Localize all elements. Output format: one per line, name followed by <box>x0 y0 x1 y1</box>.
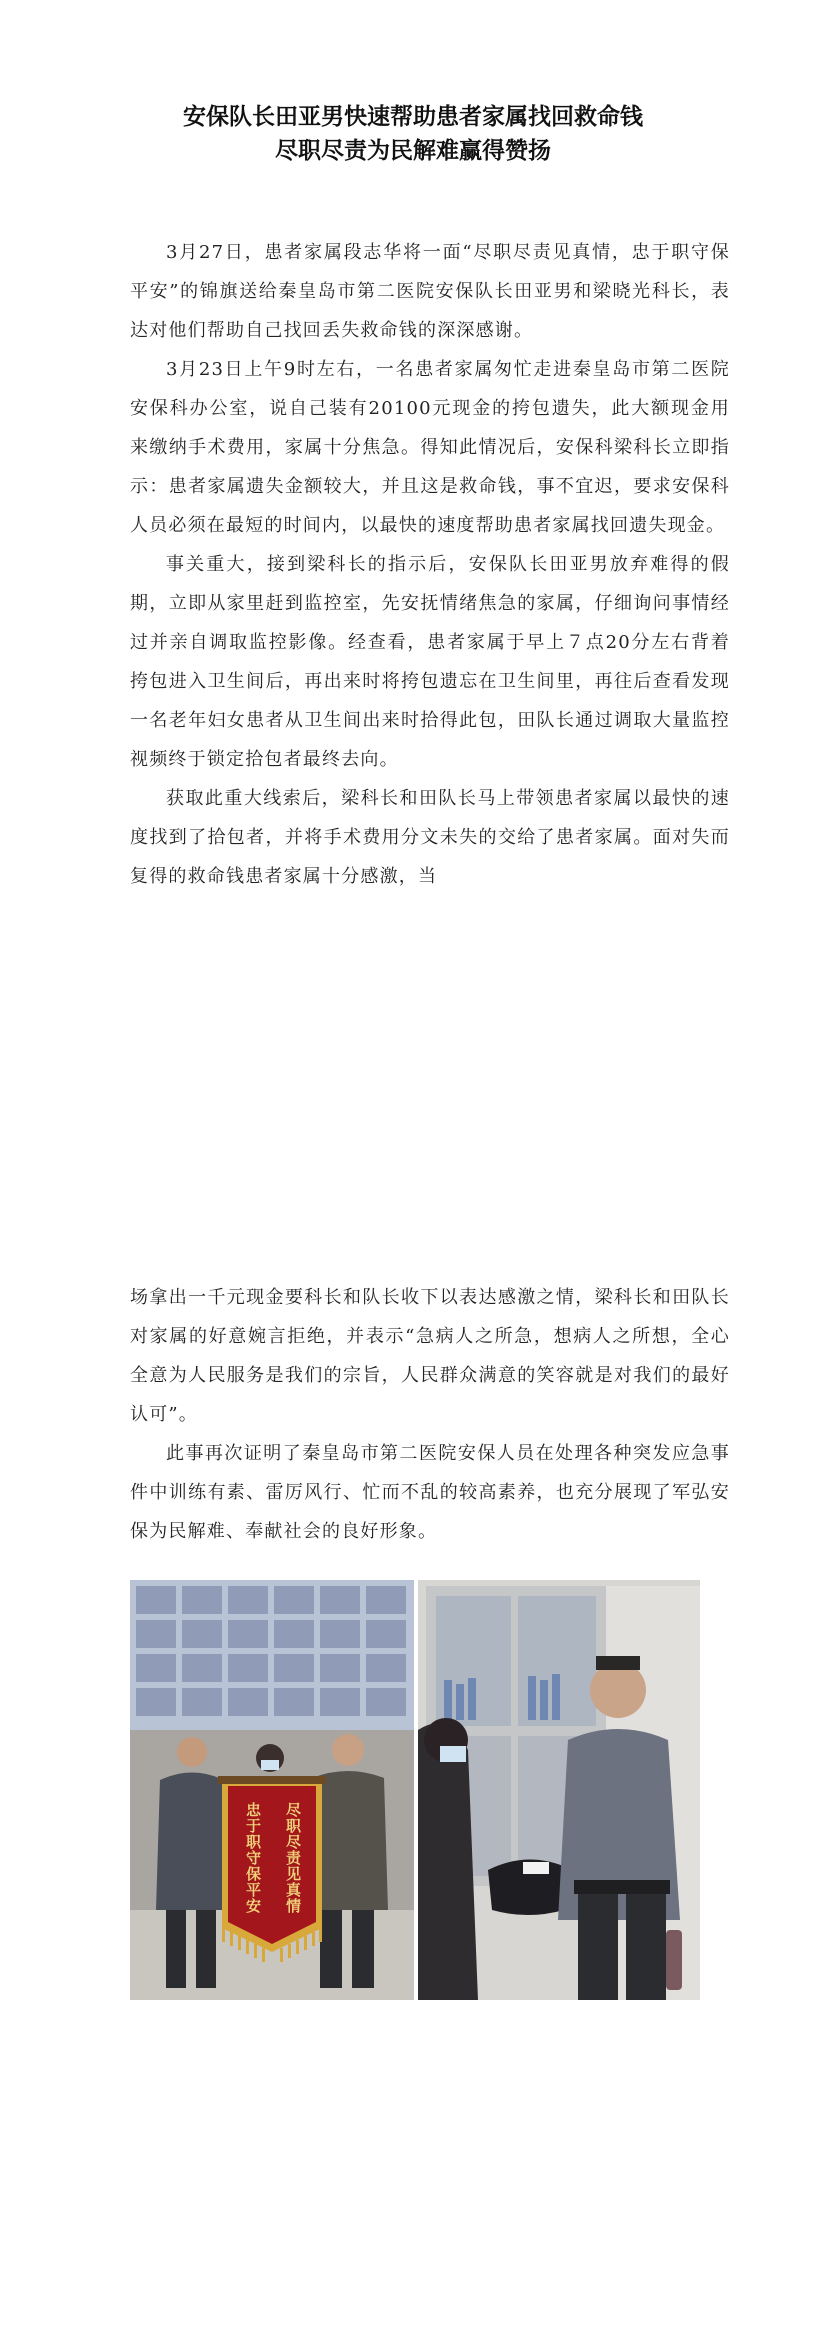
cash-return-photo <box>418 1580 700 2000</box>
banner-right-column: 尽职尽责见真情 <box>284 1802 302 1914</box>
paragraph-1: 3月27日，患者家属段志华将一面“尽职尽责见真情，忠于职守保平安”的锦旗送给秦皇岛市第二医院安保队长田亚男和梁晓光科长，表达对他们帮助自己找回丢失救命钱的深深感谢。 <box>130 242 730 341</box>
banner-presentation-photo <box>130 1580 414 2000</box>
paragraph-3: 事关重大，接到梁科长的指示后，安保队长田亚男放弃难得的假期，立即从家里赶到监控室，先安抚情绪焦急的家属，仔细询问事情经过并亲自调取监控影像。经查看，患者家属于早上７点20分左右背着挎包进入卫生间后，再出来时将挎包遗忘在卫生间里，再往后查看发现一名老年妇女患者从卫生间出来时拾得此包，田队长通过调取大量监控视频终于锁定拾包者最终去向。 <box>130 554 730 770</box>
article-body-bottom <box>130 1278 730 1551</box>
paragraph-2: 3月23日上午9时左右，一名患者家属匆忙走进秦皇岛市第二医院安保科办公室，说自己装有20100元现金的挎包遗失，此大额现金用来缴纳手术费用，家属十分焦急。得知此情况后，安保科梁科长立即指示：患者家属遗失金额较大，并且这是救命钱，事不宜迟，要求安保科人员必须在最短的时间内，以最快的速度帮助患者家属找回遗失现金。 <box>130 359 730 536</box>
article-title <box>0 100 826 168</box>
title-line-1: 安保队长田亚男快速帮助患者家属找回救命钱 <box>183 104 643 130</box>
paragraph-4: 获取此重大线索后，梁科长和田队长马上带领患者家属以最快的速度找到了拾包者，并将手术费用分文未失的交给了患者家属。面对失而复得的救命钱患者家属十分感激，当 <box>130 788 730 887</box>
photo-row <box>130 1580 700 2000</box>
article-body-top <box>130 233 730 896</box>
paragraph-5: 此事再次证明了秦皇岛市第二医院安保人员在处理各种突发应急事件中训练有素、雷厉风行、忙而不乱的较高素养，也充分展现了军弘安保为民解难、奉献社会的良好形象。 <box>130 1443 730 1542</box>
paragraph-4-continued: 场拿出一千元现金要科长和队长收下以表达感激之情，梁科长和田队长对家属的好意婉言拒绝，并表示“急病人之所急，想病人之所想，全心全意为人民服务是我们的宗旨，人民群众满意的笑容就是对我们的最好认可”。 <box>130 1287 730 1425</box>
title-line-2: 尽职尽责为民解难赢得赞扬 <box>275 138 551 164</box>
banner-left-column: 忠于职守保平安 <box>244 1802 262 1914</box>
